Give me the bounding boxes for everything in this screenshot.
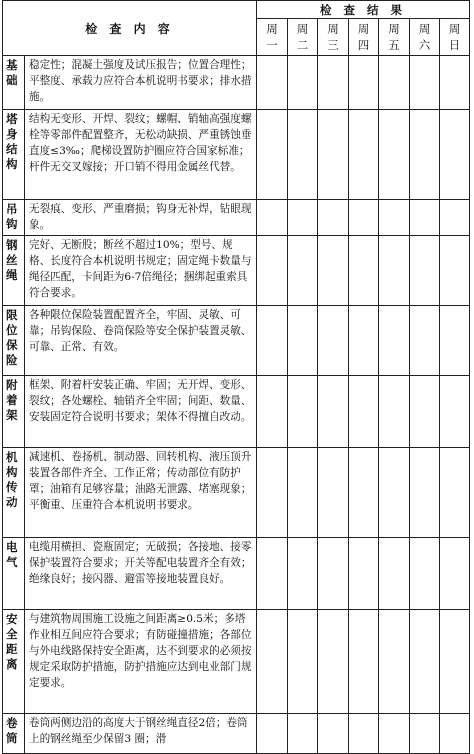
result-header: 检 查 结 果	[257, 1, 470, 19]
check-cell[interactable]	[349, 610, 379, 714]
day-name: 二	[296, 38, 309, 52]
check-cell[interactable]	[318, 56, 349, 110]
inspection-content: 无裂痕、变形、严重磨损；钩身无补焊，钻眼现象。	[25, 200, 257, 236]
table-row	[3, 236, 470, 306]
check-cell[interactable]	[257, 236, 288, 306]
day-header-mon	[257, 19, 288, 56]
check-cell[interactable]	[349, 200, 379, 236]
day-header-sun	[440, 19, 470, 56]
check-cell[interactable]	[288, 200, 318, 236]
check-cell[interactable]	[440, 56, 470, 110]
check-cell[interactable]	[349, 306, 379, 376]
check-cell[interactable]	[379, 714, 410, 754]
table-row	[3, 376, 470, 448]
day-header-wed	[318, 19, 349, 56]
day-name: 六	[418, 38, 431, 52]
inspection-content: 框架、附着杆安装正确、牢固；无开焊、变形、裂纹；各处螺栓、轴销齐全牢固；间距、数量、安装固定符合说明书要求；架体不得擅自改动。	[25, 376, 257, 448]
inspection-content: 稳定性；混凝土强度及试压报告；位置合理性；平整度、承载力应符合本机说明书要求；排水措施。	[25, 56, 257, 110]
day-prefix: 周	[327, 22, 339, 36]
check-cell[interactable]	[288, 610, 318, 714]
check-cell[interactable]	[318, 714, 349, 754]
check-cell[interactable]	[318, 200, 349, 236]
check-cell[interactable]	[318, 448, 349, 538]
day-prefix: 周	[296, 22, 309, 36]
table-row	[3, 110, 470, 200]
check-cell[interactable]	[349, 714, 379, 754]
check-cell[interactable]	[257, 376, 288, 448]
check-cell[interactable]	[379, 236, 410, 306]
category-label: 机构传动	[3, 448, 25, 538]
check-cell[interactable]	[349, 56, 379, 110]
inspection-table	[2, 0, 470, 754]
check-cell[interactable]	[318, 376, 349, 448]
check-cell[interactable]	[318, 110, 349, 200]
check-cell[interactable]	[379, 376, 410, 448]
inspection-content: 减速机、卷扬机、制动器、回转机构、液压顶升装置各部件齐全、工作正常；传动部位有防护罩；油箱有足够容量；油路无泄露、堵塞现象；平衡重、压重符合本机说明书要求。	[25, 448, 257, 538]
check-cell[interactable]	[379, 538, 410, 610]
check-cell[interactable]	[288, 448, 318, 538]
day-prefix: 周	[388, 22, 400, 36]
check-cell[interactable]	[257, 306, 288, 376]
check-cell[interactable]	[288, 376, 318, 448]
day-prefix: 周	[357, 22, 370, 36]
check-cell[interactable]	[440, 610, 470, 714]
table-row	[3, 306, 470, 376]
check-cell[interactable]	[410, 448, 440, 538]
check-cell[interactable]	[318, 236, 349, 306]
check-cell[interactable]	[440, 236, 470, 306]
day-prefix: 周	[266, 22, 278, 36]
table-row	[3, 448, 470, 538]
check-cell[interactable]	[410, 538, 440, 610]
category-label: 电气	[3, 538, 25, 610]
check-cell[interactable]	[349, 376, 379, 448]
check-cell[interactable]	[288, 306, 318, 376]
table-row	[3, 538, 470, 610]
day-header-sat	[410, 19, 440, 56]
category-label: 限位保险	[3, 306, 25, 376]
day-name: 一	[266, 38, 278, 52]
check-cell[interactable]	[257, 538, 288, 610]
category-label: 钢丝绳	[3, 236, 25, 306]
check-cell[interactable]	[318, 610, 349, 714]
check-cell[interactable]	[410, 200, 440, 236]
table-row	[3, 610, 470, 714]
table-row	[3, 714, 470, 754]
day-name: 五	[388, 38, 400, 52]
check-cell[interactable]	[379, 56, 410, 110]
inspection-content: 结构无变形、开焊、裂纹；螺帽、销轴高强度螺栓等零部件配置整齐，无松动缺损、严重锈蚀垂直度≤3‰；爬梯设置防护圈应符合国家标准；杆件无交叉嫁接；开口销不得用金属丝代替。	[25, 110, 257, 200]
check-cell[interactable]	[257, 448, 288, 538]
check-cell[interactable]	[440, 714, 470, 754]
table-row	[3, 56, 470, 110]
check-cell[interactable]	[410, 376, 440, 448]
inspection-content: 电缆用横担、瓷瓶固定；无破损；各接地、接零保护装置符合要求；开关等配电装置齐全有效；绝缘良好；接闪器、避雷等接地装置良好。	[25, 538, 257, 610]
check-cell[interactable]	[440, 306, 470, 376]
check-cell[interactable]	[349, 236, 379, 306]
check-cell[interactable]	[288, 56, 318, 110]
check-cell[interactable]	[318, 306, 349, 376]
category-label: 卷筒	[3, 714, 25, 754]
check-cell[interactable]	[257, 200, 288, 236]
day-header-thu	[349, 19, 379, 56]
check-cell[interactable]	[257, 110, 288, 200]
check-cell[interactable]	[288, 538, 318, 610]
category-label: 吊钩	[3, 200, 25, 236]
category-label: 基础	[3, 56, 25, 110]
check-cell[interactable]	[288, 110, 318, 200]
header-row-1	[3, 1, 470, 19]
check-cell[interactable]	[379, 610, 410, 714]
inspection-sheet	[2, 0, 474, 745]
day-name: 三	[327, 38, 339, 52]
check-cell[interactable]	[410, 236, 440, 306]
day-name: 四	[357, 38, 370, 52]
category-label: 塔身结构	[3, 110, 25, 200]
content-header: 检 查 内 容	[3, 1, 257, 56]
category-label: 附着架	[3, 376, 25, 448]
day-name: 日	[448, 38, 461, 52]
inspection-content: 各种限位保险装置配置齐全，牢固、灵敏、可靠；吊钩保险、卷筒保险等安全保护装置灵敏、可靠、正常、有效。	[25, 306, 257, 376]
check-cell[interactable]	[440, 448, 470, 538]
check-cell[interactable]	[379, 110, 410, 200]
day-header-fri	[379, 19, 410, 56]
check-cell[interactable]	[257, 56, 288, 110]
check-cell[interactable]	[440, 200, 470, 236]
category-label: 安全距离	[3, 610, 25, 714]
table-row	[3, 200, 470, 236]
check-cell[interactable]	[440, 538, 470, 610]
check-cell[interactable]	[410, 56, 440, 110]
inspection-content: 与建筑物周围施工设施之间距离≥0.5米；多塔作业相互间应符合要求；有防碰撞措施；各部位与外电线路保持安全距离，达不到要求的必须按规定采取防护措施，防护措施应达到电业部门规定要求。	[25, 610, 257, 714]
check-cell[interactable]	[257, 714, 288, 754]
check-cell[interactable]	[440, 110, 470, 200]
check-cell[interactable]	[379, 448, 410, 538]
check-cell[interactable]	[379, 306, 410, 376]
check-cell[interactable]	[349, 110, 379, 200]
check-cell[interactable]	[318, 538, 349, 610]
check-cell[interactable]	[410, 610, 440, 714]
day-prefix: 周	[448, 22, 461, 36]
check-cell[interactable]	[349, 448, 379, 538]
check-cell[interactable]	[257, 610, 288, 714]
check-cell[interactable]	[410, 110, 440, 200]
day-header-tue	[288, 19, 318, 56]
check-cell[interactable]	[410, 714, 440, 754]
inspection-content: 完好、无断股；断丝不超过10%；型号、规格、长度符合本机说明书规定；固定绳卡数量与绳径匹配，卡间距为6-7倍绳径；捆绑起重索具符合要求。	[25, 236, 257, 306]
check-cell[interactable]	[288, 714, 318, 754]
inspection-content: 卷筒两侧边沿的高度大于钢丝绳直径2倍；卷筒上的钢丝绳至少保留3 圈；滑	[25, 714, 257, 754]
check-cell[interactable]	[349, 538, 379, 610]
check-cell[interactable]	[410, 306, 440, 376]
check-cell[interactable]	[288, 236, 318, 306]
check-cell[interactable]	[440, 376, 470, 448]
check-cell[interactable]	[379, 200, 410, 236]
day-prefix: 周	[418, 22, 431, 36]
